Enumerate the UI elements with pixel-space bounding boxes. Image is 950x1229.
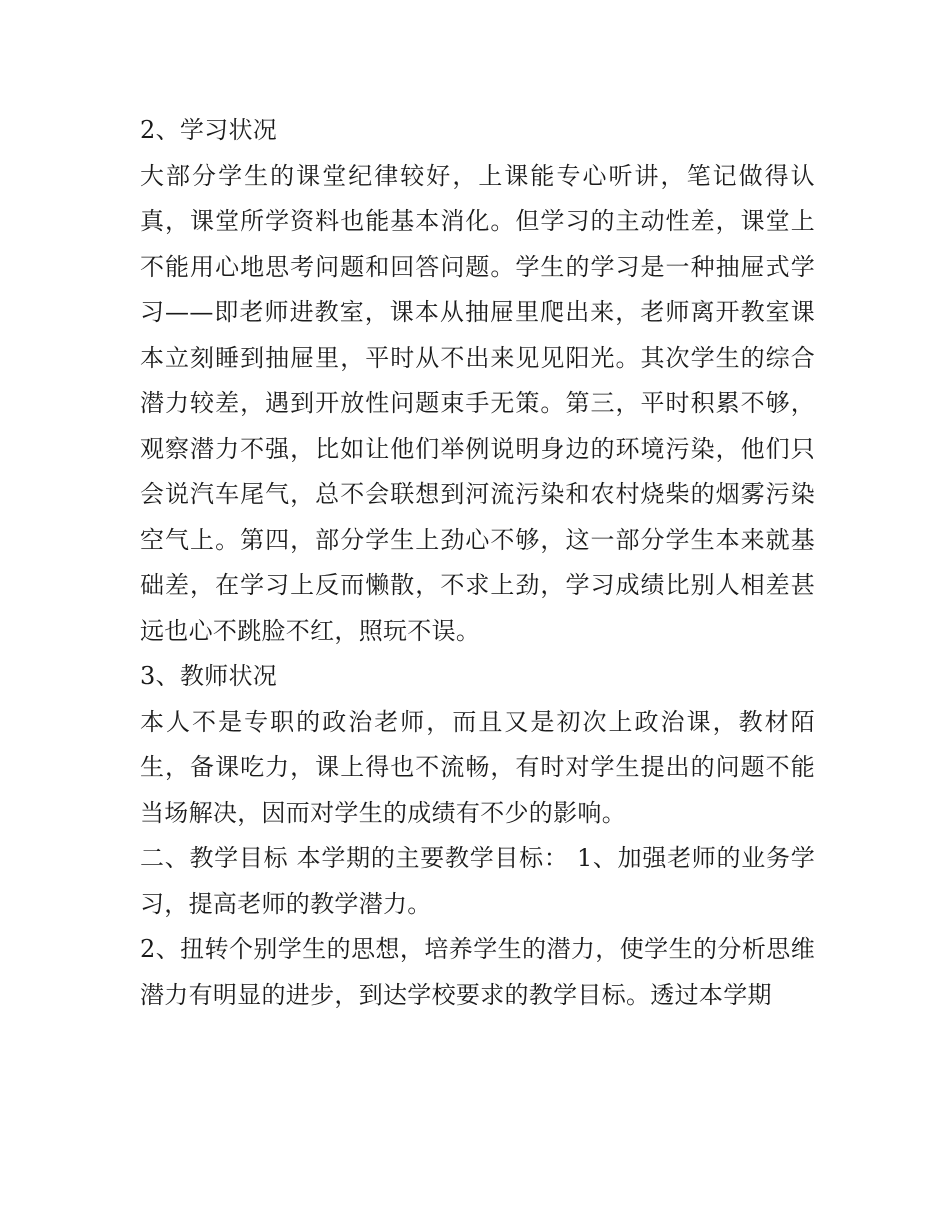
paragraph-teacher-status: 本人不是专职的政治老师，而且又是初次上政治课，教材陌生，备课吃力，课上得也不流畅，有时对学生提出的问题不能当场解决，因而对学生的成绩有不少的影响。: [140, 707, 815, 827]
paragraph-goal-two: 2、扭转个别学生的思想，培养学生的潜力，使学生的分析思维潜力有明显的进步，到达学校要求的教学目标。透过本学期: [140, 935, 815, 1009]
paragraph-teaching-goals: 二、教学目标 本学期的主要教学目标： 1、加强老师的业务学习，提高老师的教学潜力。: [140, 844, 815, 918]
paragraph-study-status: 大部分学生的课堂纪律较好，上课能专心听讲，笔记做得认真，课堂所学资料也能基本消化。但学习的主动性差，课堂上不能用心地思考问题和回答问题。学生的学习是一种抽屉式学习——即老师进教室，课本从抽屉里爬出来，老师离开教室课本立刻睡到抽屉里，平时从不出来见见阳光。其次学生的综合潜力较差，遇到开放性问题束手无策。第三，平时积累不够，观察潜力不强，比如让他们举例说明身边的环境污染，他们只会说汽车尾气，总不会联想到河流污染和农村烧柴的烟雾污染空气上。第四，部分学生上劲心不够，这一部分学生本来就基础差，在学习上反而懒散，不求上劲，学习成绩比别人相差甚远也心不跳脸不红，照玩不误。: [140, 161, 815, 645]
section-heading-study-status: 2、学习状况: [140, 116, 278, 144]
document-body: [140, 108, 815, 1018]
section-heading-teacher-status: 3、教师状况: [140, 662, 278, 690]
